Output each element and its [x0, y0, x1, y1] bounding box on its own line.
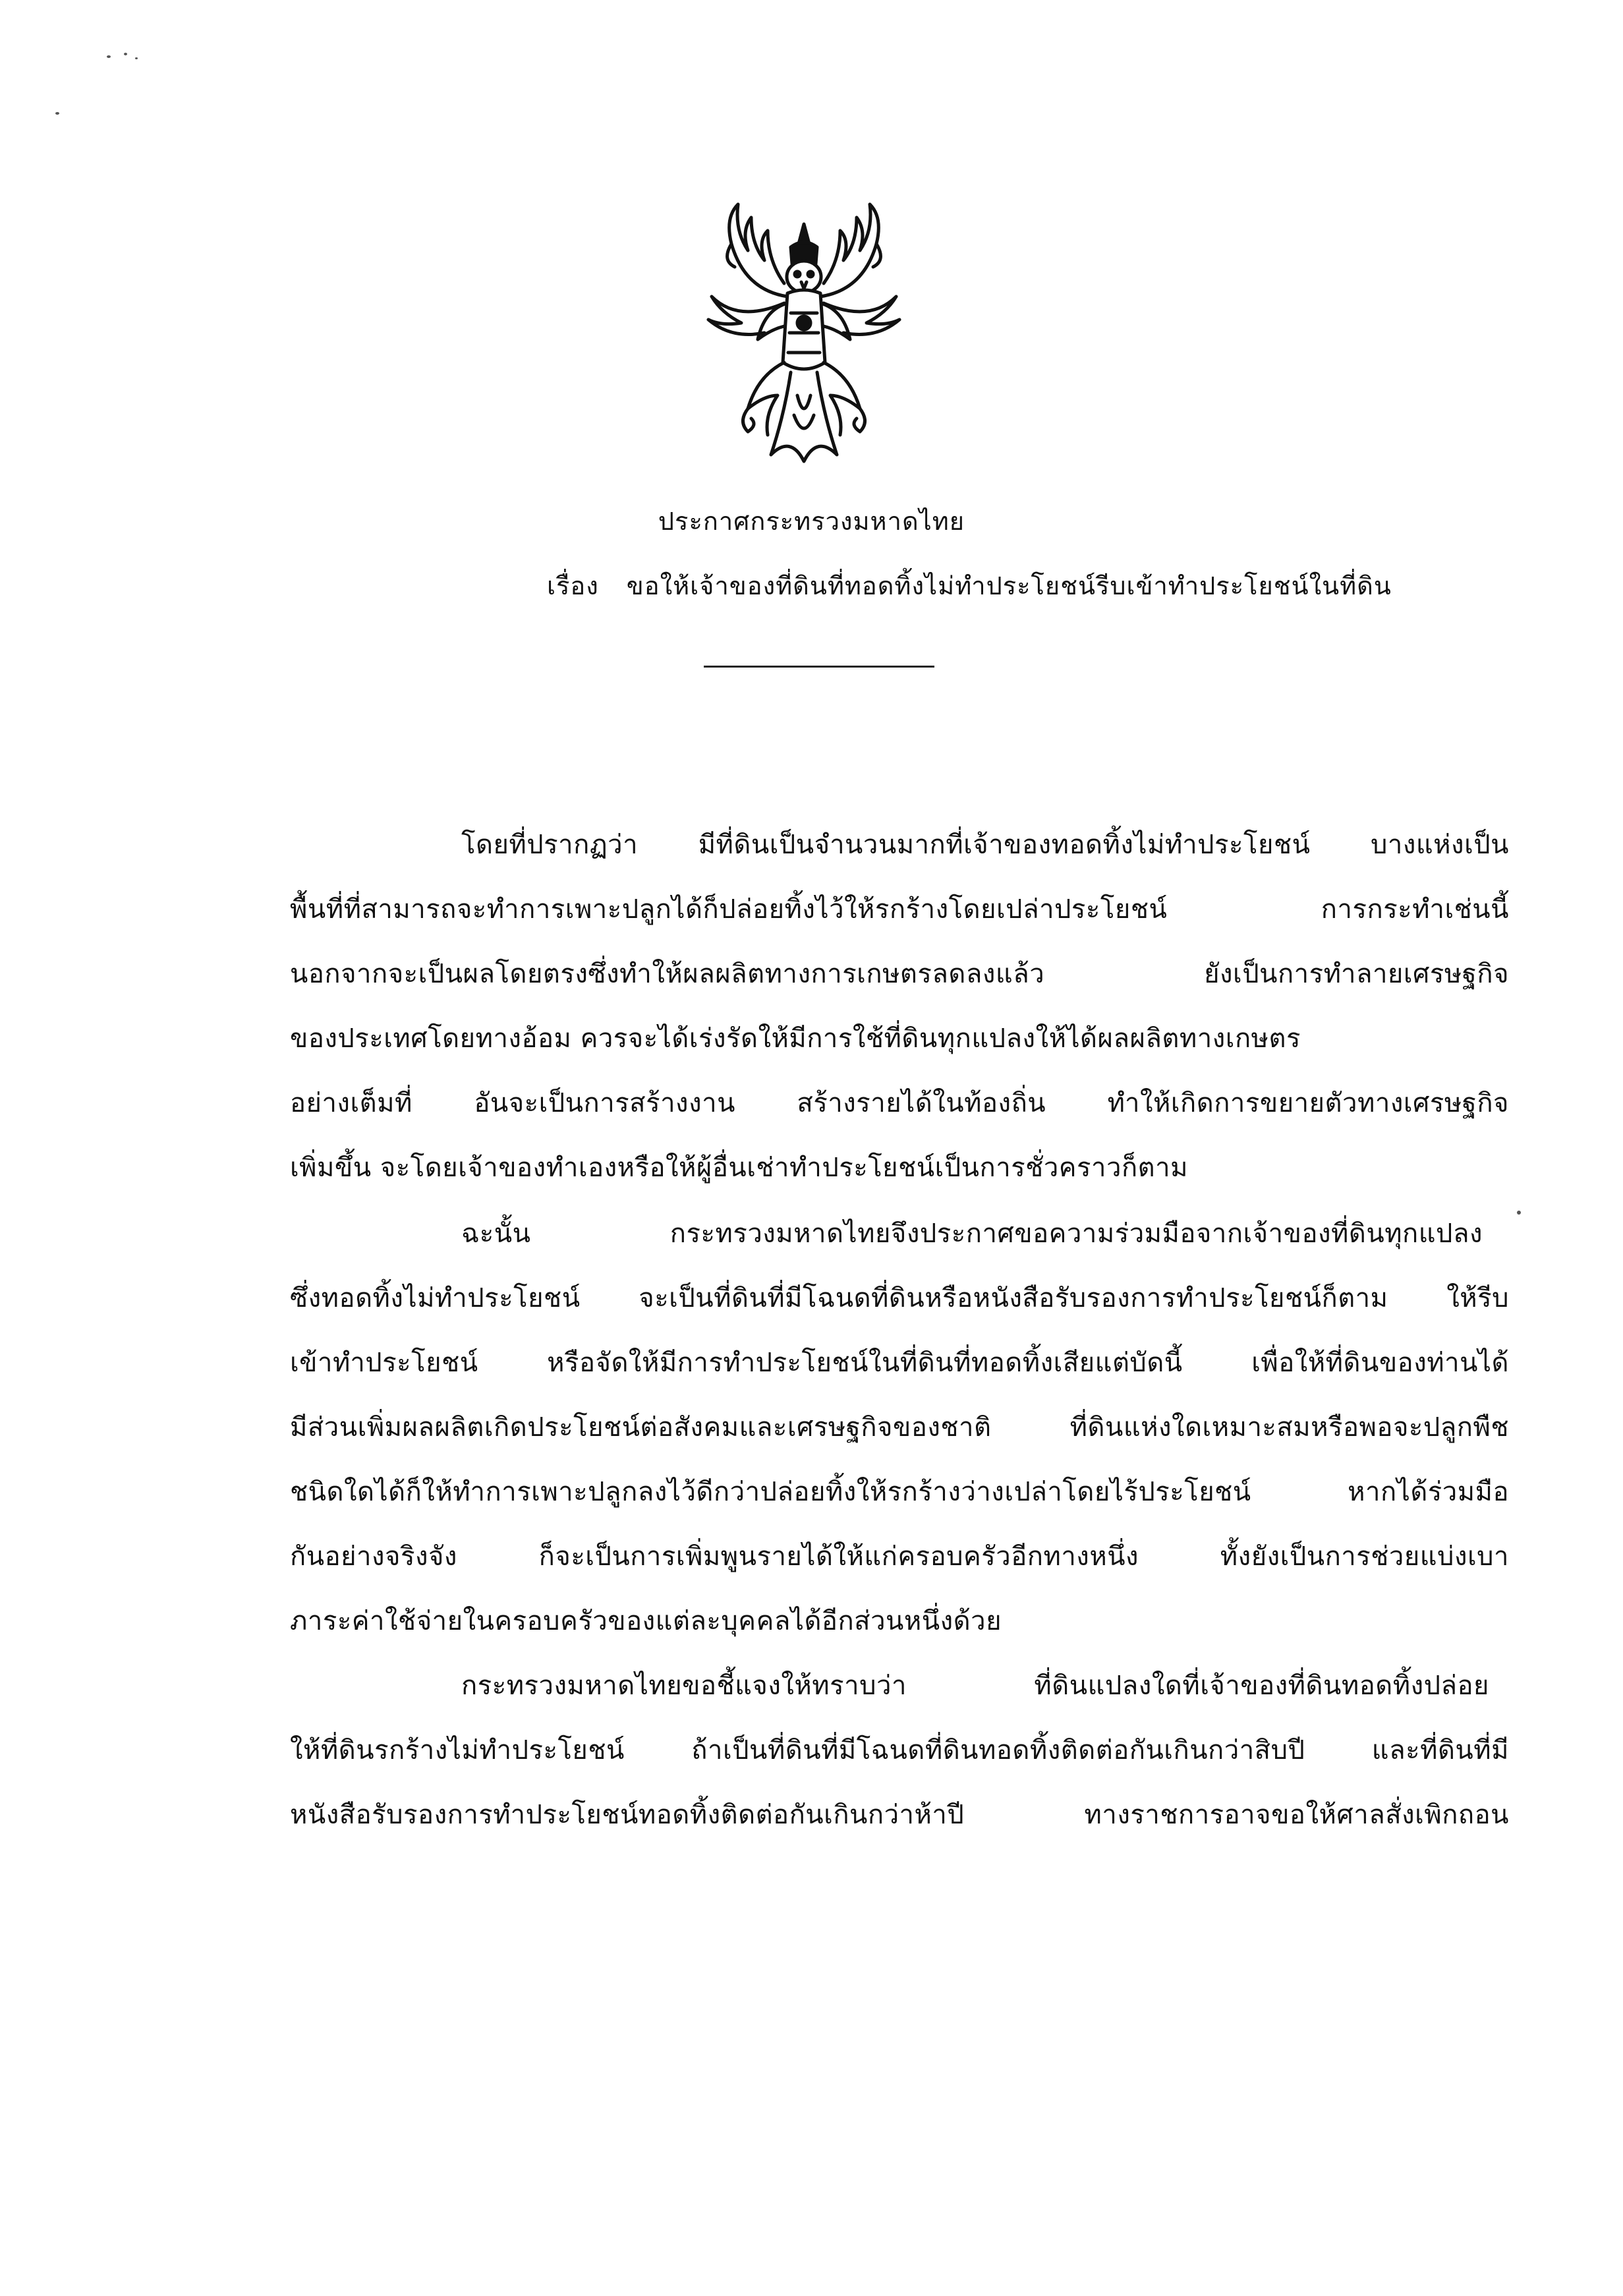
header-divider [704, 666, 934, 668]
paragraph-2-line-3: เข้าทำประโยชน์ หรือจัดให้มีการทำประโยชน์ในที่ดินที่ทอดทิ้งเสียแต่บัดนี้ เพื่อให้ที่ดินของท่านได้ [290, 1348, 1509, 1378]
garuda-emblem [685, 198, 923, 474]
paragraph-2-line-1: ฉะนั้น กระทรวงมหาดไทยจึงประกาศขอความร่วมมือจากเจ้าของที่ดินทุกแปลง [461, 1219, 1483, 1249]
paragraph-1-line-5: อย่างเต็มที่ อันจะเป็นการสร้างงาน สร้างรายได้ในท้องถิ่น ทำให้เกิดการขยายตัวทางเศรษฐกิจ [290, 1088, 1509, 1118]
paragraph-1-line-3: นอกจากจะเป็นผลโดยตรงซึ่งทำให้ผลผลิตทางการเกษตรลดลงแล้ว ยังเป็นการทำลายเศรษฐกิจ [290, 959, 1509, 989]
scan-speck [124, 53, 127, 55]
scan-speck [135, 57, 138, 59]
paragraph-2-line-5: ชนิดใดได้ก็ให้ทำการเพาะปลูกลงไว้ดีกว่าปล่อยทิ้งให้รกร้างว่างเปล่าโดยไร้ประโยชน์ หากได้ร่วมมือ [290, 1477, 1509, 1507]
scan-speck [107, 55, 111, 58]
paragraph-3-line-2: ให้ที่ดินรกร้างไม่ทำประโยชน์ ถ้าเป็นที่ดินที่มีโฉนดที่ดินทอดทิ้งติดต่อกันเกินกว่าสิบปี และที่ดินที่มี [290, 1735, 1509, 1765]
subject-text: ขอให้เจ้าของที่ดินที่ทอดทิ้งไม่ทำประโยชน์รีบเข้าทำประโยชน์ในที่ดิน [626, 571, 1392, 600]
paragraph-3-line-3: หนังสือรับรองการทำประโยชน์ทอดทิ้งติดต่อกันเกินกว่าห้าปี ทางราชการอาจขอให้ศาลสั่งเพิกถอน [290, 1800, 1509, 1830]
subject-label: เรื่อง [547, 571, 599, 600]
paragraph-3-line-1: กระทรวงมหาดไทยขอชี้แจงให้ทราบว่า ที่ดินแปลงใดที่เจ้าของที่ดินทอดทิ้งปล่อย [461, 1671, 1489, 1701]
announcement-title: ประกาศกระทรวงมหาดไทย [658, 507, 965, 536]
scan-speck [55, 112, 59, 115]
paragraph-1-line-6: เพิ่มขึ้น จะโดยเจ้าของทำเองหรือให้ผู้อื่นเช่าทำประโยชน์เป็นการชั่วคราวก็ตาม [290, 1153, 1188, 1183]
announcement-subject [547, 565, 1392, 606]
paragraph-1-line-4: ของประเทศโดยทางอ้อม ควรจะได้เร่งรัดให้มีการใช้ที่ดินทุกแปลงให้ได้ผลผลิตทางเกษตร [290, 1023, 1301, 1054]
paragraph-1-line-1: โดยที่ปรากฏว่า มีที่ดินเป็นจำนวนมากที่เจ้าของทอดทิ้งไม่ทำประโยชน์ บางแห่งเป็น [461, 830, 1509, 860]
paragraph-2-line-4: มีส่วนเพิ่มผลผลิตเกิดประโยชน์ต่อสังคมและเศรษฐกิจของชาติ ที่ดินแห่งใดเหมาะสมหรือพอจะปลูกพืช [290, 1412, 1509, 1443]
paragraph-2-line-7: ภาระค่าใช้จ่ายในครอบครัวของแต่ละบุคคลได้อีกส่วนหนึ่งด้วย [290, 1606, 1002, 1636]
paragraph-2-line-2: ซึ่งทอดทิ้งไม่ทำประโยชน์ จะเป็นที่ดินที่มีโฉนดที่ดินหรือหนังสือรับรองการทำประโยชน์ก็ตาม ให้รีบ [290, 1283, 1509, 1313]
paragraph-2-line-6: กันอย่างจริงจัง ก็จะเป็นการเพิ่มพูนรายได้ให้แก่ครอบครัวอีกทางหนึ่ง ทั้งยังเป็นการช่วยแบ่งเบา [290, 1541, 1509, 1572]
paragraph-1-line-2: พื้นที่ที่สามารถจะทำการเพาะปลูกได้ก็ปล่อยทิ้งไว้ให้รกร้างโดยเปล่าประโยชน์ การกระทำเช่นนี้ [290, 894, 1509, 925]
scan-speck [1517, 1211, 1521, 1215]
